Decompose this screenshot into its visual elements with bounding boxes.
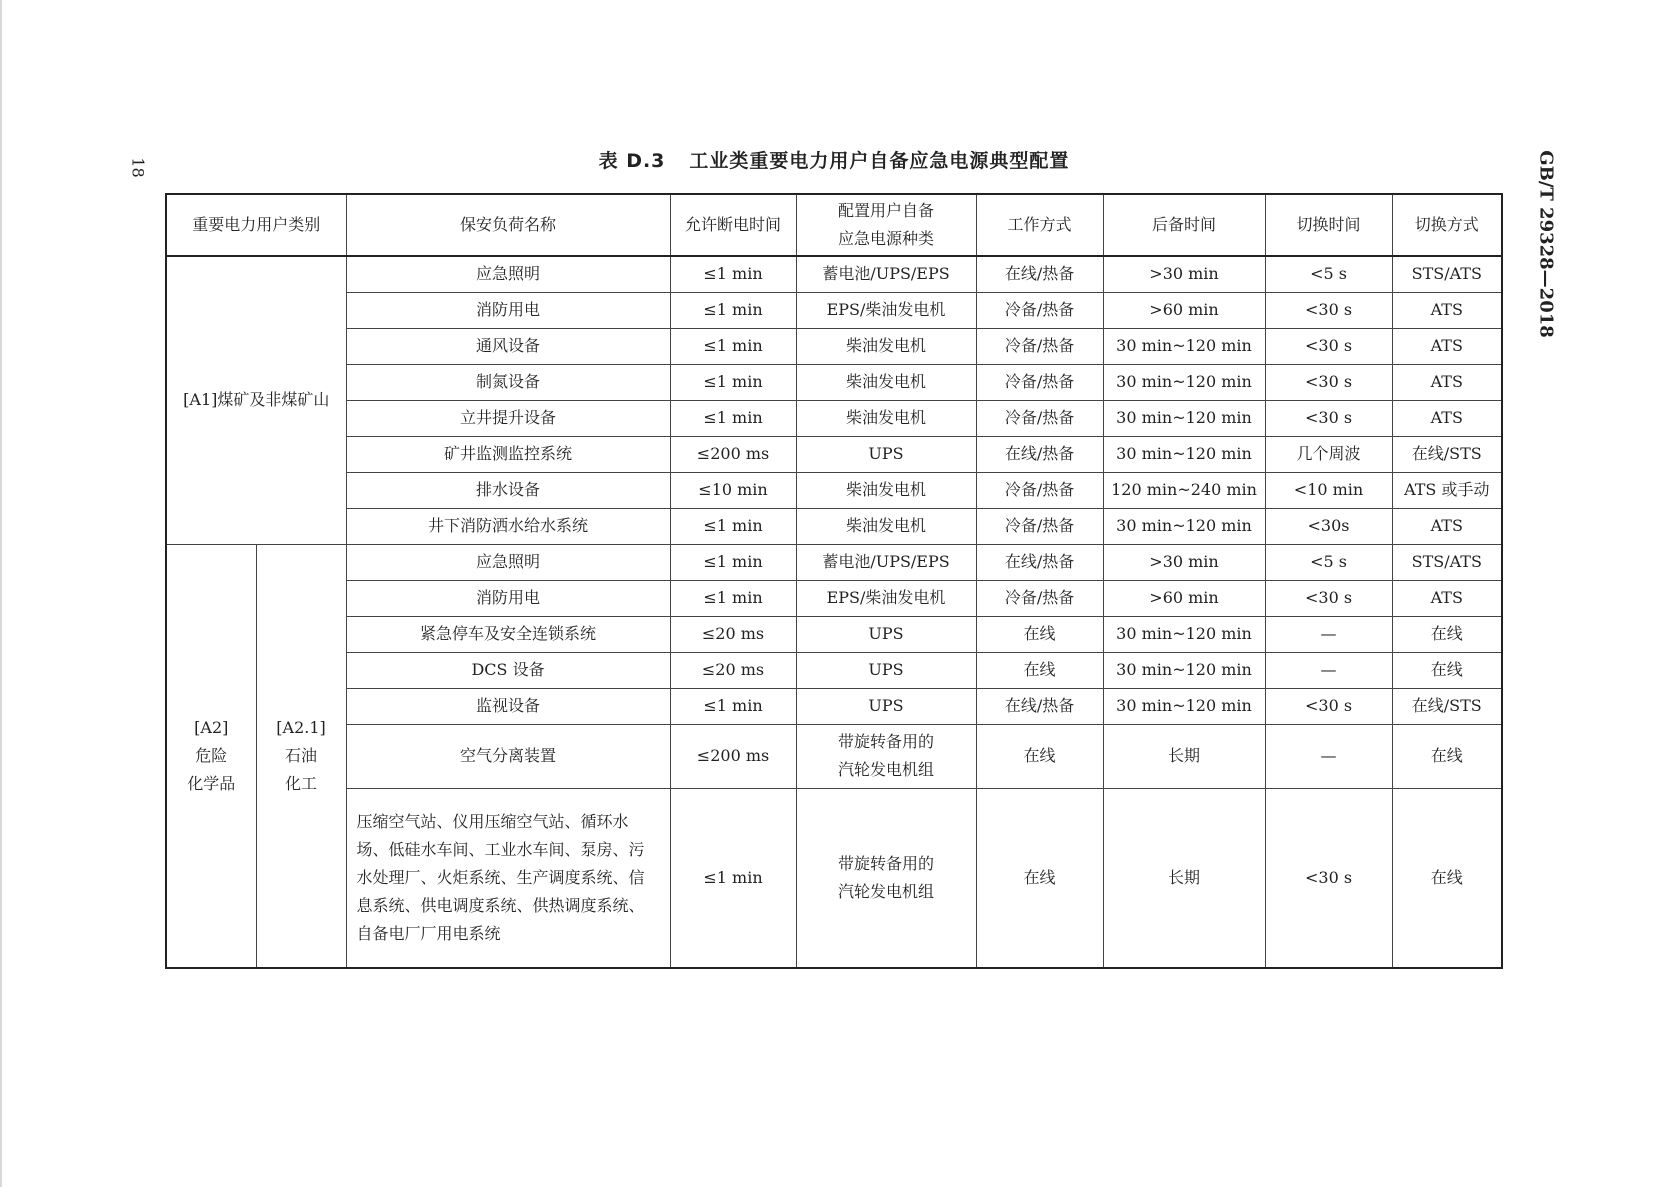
switch-time: <30 s <box>1265 328 1392 364</box>
table-row <box>166 688 1502 724</box>
load-name: 立井提升设备 <box>346 400 670 436</box>
power-type: EPS/柴油发电机 <box>796 292 976 328</box>
power-type: 柴油发电机 <box>796 364 976 400</box>
switch-time: <30 s <box>1265 788 1392 968</box>
backup-time: 长期 <box>1103 788 1265 968</box>
allowed-outage: ≤200 ms <box>670 436 796 472</box>
power-type: 柴油发电机 <box>796 472 976 508</box>
switch-time: <10 min <box>1265 472 1392 508</box>
power-type: 柴油发电机 <box>796 508 976 544</box>
header-power-type-line2: 应急电源种类 <box>838 229 935 248</box>
table-row <box>166 580 1502 616</box>
header-switch-method: 切换方式 <box>1392 194 1502 256</box>
header-power-type-line1: 配置用户自备 <box>838 201 935 220</box>
allowed-outage: ≤1 min <box>670 256 796 292</box>
table-row <box>166 364 1502 400</box>
switch-time: <30 s <box>1265 580 1392 616</box>
backup-time: 30 min~120 min <box>1103 364 1265 400</box>
switch-method: 在线 <box>1392 652 1502 688</box>
power-type-line1: 带旋转备用的 <box>838 853 935 873</box>
page-edge-rule <box>0 0 2 1187</box>
table-row <box>166 724 1502 788</box>
work-mode: 冷备/热备 <box>976 472 1103 508</box>
table-row <box>166 256 1502 292</box>
allowed-outage: ≤20 ms <box>670 652 796 688</box>
switch-method: ATS <box>1392 508 1502 544</box>
allowed-outage: ≤1 min <box>670 364 796 400</box>
switch-method: 在线/STS <box>1392 688 1502 724</box>
load-name: 矿井监测监控系统 <box>346 436 670 472</box>
power-type-line2: 汽轮发电机组 <box>838 881 935 901</box>
header-power-type <box>796 194 976 256</box>
backup-time: 30 min~120 min <box>1103 688 1265 724</box>
switch-method: 在线/STS <box>1392 436 1502 472</box>
header-row <box>166 194 1502 256</box>
page-number: 18 <box>128 157 148 178</box>
load-name: DCS 设备 <box>346 652 670 688</box>
category-a2-1-line2: 石油 <box>285 745 318 765</box>
table-row <box>166 788 1502 968</box>
table-row <box>166 400 1502 436</box>
switch-time: 几个周波 <box>1265 436 1392 472</box>
load-name: 井下消防洒水给水系统 <box>346 508 670 544</box>
power-type: UPS <box>796 688 976 724</box>
allowed-outage: ≤10 min <box>670 472 796 508</box>
switch-time: <5 s <box>1265 256 1392 292</box>
power-type: UPS <box>796 436 976 472</box>
backup-time: >60 min <box>1103 292 1265 328</box>
backup-time: >60 min <box>1103 580 1265 616</box>
load-name: 排水设备 <box>346 472 670 508</box>
table-row <box>166 652 1502 688</box>
load-name: 空气分离装置 <box>346 724 670 788</box>
header-switch-time: 切换时间 <box>1265 194 1392 256</box>
work-mode: 冷备/热备 <box>976 292 1103 328</box>
backup-time: 30 min~120 min <box>1103 508 1265 544</box>
emergency-power-table <box>165 193 1503 969</box>
power-type-line1: 带旋转备用的 <box>838 732 935 751</box>
power-type-line2: 汽轮发电机组 <box>838 760 935 779</box>
allowed-outage: ≤20 ms <box>670 616 796 652</box>
table-title: 工业类重要电力用户自备应急电源典型配置 <box>689 150 1070 172</box>
work-mode: 在线 <box>976 652 1103 688</box>
switch-time: <30 s <box>1265 364 1392 400</box>
switch-method: ATS <box>1392 400 1502 436</box>
switch-method: ATS <box>1392 580 1502 616</box>
power-type: 蓄电池/UPS/EPS <box>796 256 976 292</box>
power-type: 柴油发电机 <box>796 328 976 364</box>
work-mode: 在线/热备 <box>976 544 1103 580</box>
power-type: EPS/柴油发电机 <box>796 580 976 616</box>
switch-time: <30 s <box>1265 688 1392 724</box>
allowed-outage: ≤1 min <box>670 292 796 328</box>
allowed-outage: ≤1 min <box>670 508 796 544</box>
switch-time: <30 s <box>1265 292 1392 328</box>
work-mode: 在线/热备 <box>976 256 1103 292</box>
category-a2-1-line1: [A2.1] <box>276 717 326 737</box>
load-name: 制氮设备 <box>346 364 670 400</box>
work-mode: 冷备/热备 <box>976 400 1103 436</box>
power-type: UPS <box>796 652 976 688</box>
table-row <box>166 472 1502 508</box>
backup-time: 30 min~120 min <box>1103 328 1265 364</box>
category-a2-1-line3: 化工 <box>285 773 318 793</box>
backup-time: 30 min~120 min <box>1103 436 1265 472</box>
table-caption <box>167 146 1501 173</box>
switch-time: — <box>1265 724 1392 788</box>
load-name: 通风设备 <box>346 328 670 364</box>
backup-time: 30 min~120 min <box>1103 616 1265 652</box>
switch-method: ATS 或手动 <box>1392 472 1502 508</box>
switch-method: ATS <box>1392 328 1502 364</box>
work-mode: 在线 <box>976 788 1103 968</box>
load-name: 监视设备 <box>346 688 670 724</box>
table-row <box>166 436 1502 472</box>
switch-time: — <box>1265 652 1392 688</box>
table-row <box>166 616 1502 652</box>
table-row <box>166 292 1502 328</box>
category-a2-1 <box>256 544 346 968</box>
allowed-outage: ≤1 min <box>670 544 796 580</box>
work-mode: 在线/热备 <box>976 436 1103 472</box>
load-name: 消防用电 <box>346 292 670 328</box>
allowed-outage: ≤1 min <box>670 400 796 436</box>
header-allowed-outage: 允许断电时间 <box>670 194 796 256</box>
table-row <box>166 544 1502 580</box>
header-category: 重要电力用户类别 <box>166 194 346 256</box>
header-mode: 工作方式 <box>976 194 1103 256</box>
switch-time: <30s <box>1265 508 1392 544</box>
power-type <box>796 724 976 788</box>
work-mode: 冷备/热备 <box>976 580 1103 616</box>
power-type: 蓄电池/UPS/EPS <box>796 544 976 580</box>
switch-time: <5 s <box>1265 544 1392 580</box>
allowed-outage: ≤1 min <box>670 580 796 616</box>
load-name: 压缩空气站、仪用压缩空气站、循环水场、低硅水车间、工业水车间、泵房、污水处理厂、火炬系统、生产调度系统、信息系统、供电调度系统、供热调度系统、自备电厂厂用电系统 <box>346 788 670 968</box>
backup-time: >30 min <box>1103 544 1265 580</box>
work-mode: 冷备/热备 <box>976 508 1103 544</box>
switch-time: — <box>1265 616 1392 652</box>
backup-time: 长期 <box>1103 724 1265 788</box>
category-a2 <box>166 544 256 968</box>
table-row <box>166 508 1502 544</box>
power-type: UPS <box>796 616 976 652</box>
work-mode: 在线 <box>976 616 1103 652</box>
load-name: 应急照明 <box>346 544 670 580</box>
work-mode: 在线 <box>976 724 1103 788</box>
standard-code: GB/T 29328—2018 <box>1535 150 1557 338</box>
work-mode: 在线/热备 <box>976 688 1103 724</box>
table-number: 表 D.3 <box>598 150 666 172</box>
load-name: 紧急停车及安全连锁系统 <box>346 616 670 652</box>
switch-method: STS/ATS <box>1392 544 1502 580</box>
switch-method: STS/ATS <box>1392 256 1502 292</box>
backup-time: >30 min <box>1103 256 1265 292</box>
switch-method: 在线 <box>1392 616 1502 652</box>
allowed-outage: ≤1 min <box>670 328 796 364</box>
work-mode: 冷备/热备 <box>976 328 1103 364</box>
switch-method: ATS <box>1392 292 1502 328</box>
category-a2-line2: 危险 <box>195 745 228 765</box>
work-mode: 冷备/热备 <box>976 364 1103 400</box>
power-type: 柴油发电机 <box>796 400 976 436</box>
switch-method: ATS <box>1392 364 1502 400</box>
load-name: 应急照明 <box>346 256 670 292</box>
backup-time: 30 min~120 min <box>1103 652 1265 688</box>
header-load-name: 保安负荷名称 <box>346 194 670 256</box>
allowed-outage: ≤1 min <box>670 788 796 968</box>
switch-method: 在线 <box>1392 788 1502 968</box>
load-name: 消防用电 <box>346 580 670 616</box>
category-a1: [A1]煤矿及非煤矿山 <box>166 256 346 544</box>
category-a2-line1: [A2] <box>194 717 229 737</box>
allowed-outage: ≤200 ms <box>670 724 796 788</box>
category-a2-line3: 化学品 <box>187 773 236 793</box>
allowed-outage: ≤1 min <box>670 688 796 724</box>
power-type <box>796 788 976 968</box>
header-backup-time: 后备时间 <box>1103 194 1265 256</box>
switch-method: 在线 <box>1392 724 1502 788</box>
backup-time: 120 min~240 min <box>1103 472 1265 508</box>
switch-time: <30 s <box>1265 400 1392 436</box>
table-row <box>166 328 1502 364</box>
backup-time: 30 min~120 min <box>1103 400 1265 436</box>
